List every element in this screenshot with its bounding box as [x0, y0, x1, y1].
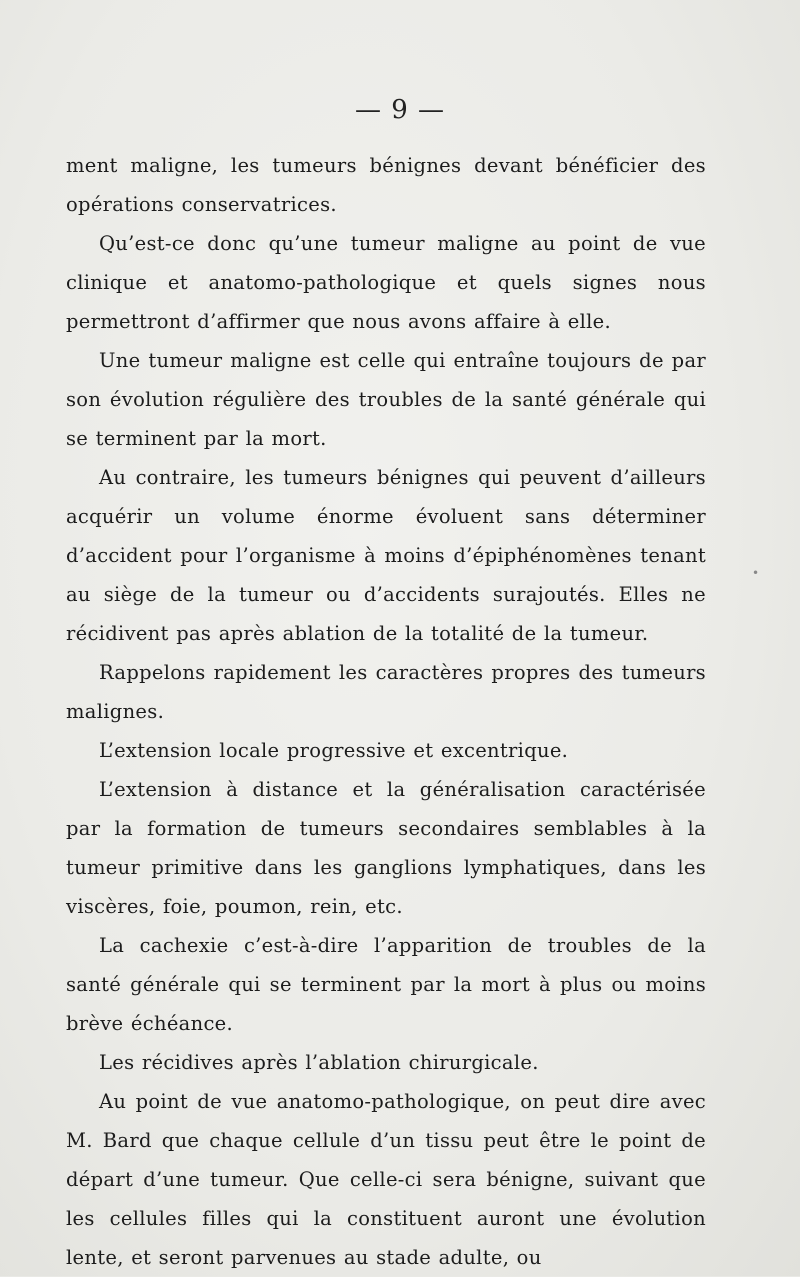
paragraph-8: La cachexie c’est-à-dire l’apparition de troubles de la santé générale qui se terminent par la mort à plus ou moins brève échéance. — [66, 934, 706, 1035]
body-text — [66, 146, 706, 1277]
paragraph-6: L’extension locale progressive et excentrique. — [99, 739, 569, 762]
ink-spot-icon: • — [752, 566, 760, 580]
paragraph-10: Au point de vue anatomo-pathologique, on peut dire avec M. Bard que chaque cellule d’un tissu peut être le point de départ d’une tumeur. Que celle-ci sera bénigne, suivant que les cellules filles qui la constituent auront une évolution lente, et seront parvenues au stade adulte, ou — [66, 1090, 706, 1269]
paragraph-4: Au contraire, les tumeurs bénignes qui peuvent d’ailleurs acquérir un volume énorme évoluent sans déterminer d’accident pour l’organisme à moins d’épiphénomènes tenant au siège de la tumeur ou d’accidents surajoutés. Elles ne récidivent pas après ablation de la totalité de la tumeur. — [66, 466, 706, 645]
paragraph-9: Les récidives après l’ablation chirurgicale. — [99, 1051, 539, 1074]
paragraph-3: Une tumeur maligne est celle qui entraîne toujours de par son évolution régulière des troubles de la santé générale qui se terminent par la mort. — [66, 349, 706, 450]
paragraph-2: Qu’est-ce donc qu’une tumeur maligne au point de vue clinique et anatomo-pathologique et quels signes nous permettront d’affirmer que nous avons affaire à elle. — [66, 232, 706, 333]
paragraph-5: Rappelons rapidement les caractères propres des tumeurs malignes. — [66, 661, 706, 723]
paragraph-1: ment maligne, les tumeurs bénignes devant bénéficier des opérations conservatrices. — [66, 154, 706, 216]
paragraph-7: L’extension à distance et la généralisation caractérisée par la formation de tumeurs secondaires semblables à la tumeur primitive dans les ganglions lymphatiques, dans les viscères, foie, poumon, rein, etc. — [66, 778, 706, 918]
page-number: — 9 — — [354, 95, 446, 125]
